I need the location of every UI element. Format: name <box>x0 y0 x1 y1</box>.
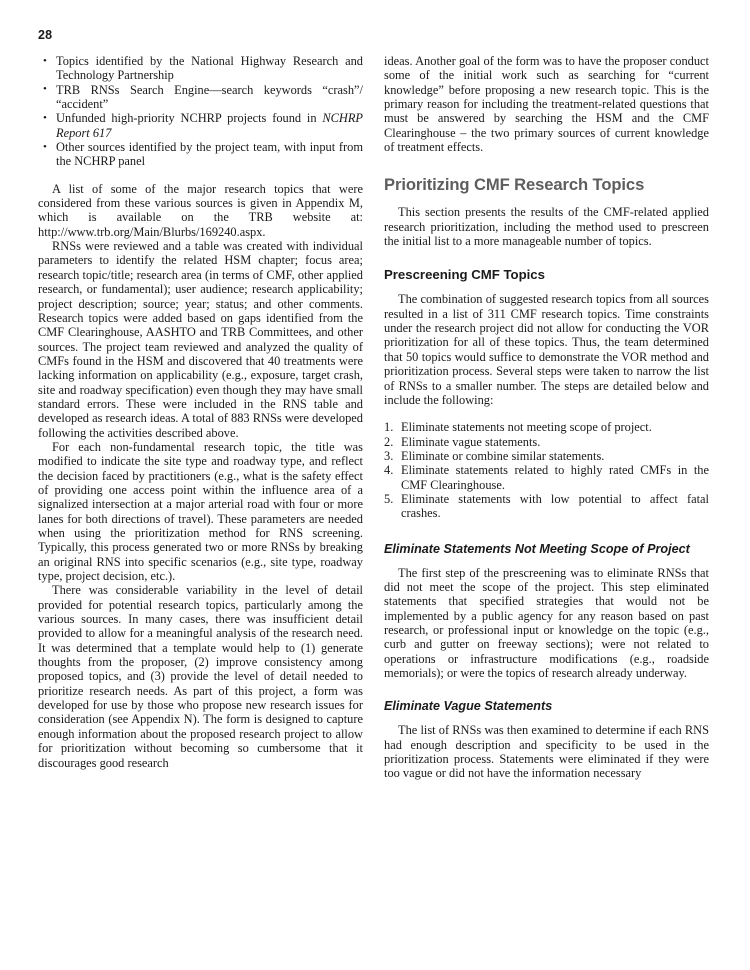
right-column <box>384 54 709 781</box>
spacer <box>384 714 709 723</box>
paragraph-continued-ideas: ideas. Another goal of the form was to have the proposer conduct some of the initial work such as searching for “current knowledge” before proposing a new research topic. This is the primary reason for including the treatment-related questions that must be answered by searching the HSM and the CMF Clearinghouse – the two primary sources of current knowledge of treatment effects. <box>384 54 709 155</box>
paragraph-rns-review: RNSs were reviewed and a table was created with individual parameters to identify the related HSM chapter; focus area; research topic/title; research area (in terms of CMF, other applied research, or fundamental); user audience; research applicability; project description; source; year; status; and other comments. Research topics were added based on gaps identified from the CMF Clearinghouse, AASHTO and TRB Committees, and other sources. The project team reviewed and analyzed the quality of CMFs found in the HSM and discovered that 40 treatments were lacking information on applicability (e.g., exposure, target crash, site and roadway specification) even though they may have small standard errors. These were included in the RNS table and developed as research ideas. A total of 883 RNSs were developed following the activities described above. <box>38 239 363 440</box>
list-item <box>384 420 709 434</box>
subheading-eliminate-vague-statements: Eliminate Vague Statements <box>384 699 553 714</box>
bullet-text-italic: NCHRP Report 617 <box>56 111 363 140</box>
paragraph-variability: There was considerable variability in the level of detail provided for potential research topics, particularly among the various sources. In many cases, there was insufficient detail provided to allow for a meaningful analysis of the research need. It was determined that a template would help to (1) generate thoughts from the proposer, (2) improve consistency among proposed topics, and (3) provide the level of detail needed to prioritize research needs. As part of this project, a form was developed for use by those who propose new research issues for consideration (see Appendix N). The form is designed to capture enough information about the proposed research project to allow for prioritization without becoming so cumbersome that it discourages good research <box>38 583 363 770</box>
step-text: Eliminate statements not meeting scope of project. <box>401 420 652 435</box>
spacer <box>384 248 709 267</box>
step-text: Eliminate vague statements. <box>401 434 541 449</box>
subheading-prescreening-cmf-topics: Prescreening CMF Topics <box>384 267 545 283</box>
list-item <box>384 449 709 463</box>
step-text: Eliminate statements with low potential to affect fatal crashes. <box>401 491 709 521</box>
list-item <box>384 435 709 449</box>
bullet-text: Other sources identified by the project team, with input from the NCHRP panel <box>56 140 363 169</box>
subheading-eliminate-not-meeting-scope: Eliminate Statements Not Meeting Scope of Project <box>384 541 690 556</box>
list-item <box>38 111 363 140</box>
paragraph-scope-elimination: The first step of the prescreening was to eliminate RNSs that did not meet the scope of the project. This step eliminated statements that specified strategies that would not be implemented by a public agency for any reason based on past research, or professional input or knowledge on the topic (e.g., curb and gutter on freeway sections); were not related to operations or infrastructure modifications (e.g., roadside memorials); or were the topics of research already underway. <box>384 565 709 680</box>
list-item <box>384 463 709 492</box>
section-heading-prioritizing: Prioritizing CMF Research Topics <box>384 175 645 195</box>
step-text: Eliminate or combine similar statements. <box>401 448 605 463</box>
paragraph-prescreening: The combination of suggested research topics from all sources resulted in a list of 311 CMF research topics. Time constraints under the research project did not allow for conducting the VOR prioritization for all of these topics. Thus, the team determined that 50 topics would suffice to demonstrate the VOR method and prioritization process. Several steps were taken to narrow the list of RNSs to a smaller number. The steps are detailed below and include the following: <box>384 292 709 407</box>
paragraph-vague-statements: The list of RNSs was then examined to determine if each RNS had enough description and specificity to be used in the prioritization process. Statements were eliminated if they were too vague or did not have the information necessary <box>384 723 709 781</box>
spacer <box>384 194 709 205</box>
paragraph-section-intro: This section presents the results of the CMF-related applied research prioritization, including the method used to prescreen the initial list to a more manageable number of topics. <box>384 205 709 249</box>
list-item <box>38 83 363 112</box>
spacer <box>38 169 363 182</box>
list-item <box>38 54 363 83</box>
spacer <box>384 680 709 699</box>
source-bullet-list <box>38 54 363 169</box>
spacer <box>384 154 709 175</box>
step-text: Eliminate statements related to highly rated CMFs in the CMF Clearinghouse. <box>401 463 709 492</box>
list-item <box>38 140 363 169</box>
spacer <box>384 557 709 566</box>
left-column <box>38 54 363 770</box>
bullet-text: TRB RNSs Search Engine—search keywords “crash”/ “accident” <box>56 82 363 112</box>
bullet-text: Unfunded high-priority NCHRP projects found in <box>56 111 323 126</box>
bullet-text: Topics identified by the National Highway Research and Technology Partnership <box>56 54 363 83</box>
spacer <box>384 407 709 420</box>
paragraph-non-fundamental: For each non-fundamental research topic, the title was modified to indicate the site type and roadway type, and reflect the decision faced by practitioners (e.g., what is the safety effect of providing one access point within the influence area of a signalized intersection at a major arterial road with four or more lanes for both directions of travel). These parameters are needed when using the prioritization method for RNS screening. Typically, this process generated two or more RNSs by breaking an original RNS into specific scenarios (e.g., site type, roadway type, project decision, etc.). <box>38 439 363 584</box>
spacer <box>384 521 709 542</box>
paragraph-appendix-m: A list of some of the major research topics that were considered from these various sources is given in Appendix M, which is available on the TRB website at: http://www.trb.org/Main/Blurbs/169240.aspx. <box>38 181 363 239</box>
spacer <box>384 283 709 292</box>
list-item <box>384 492 709 521</box>
page-number: 28 <box>38 28 53 42</box>
prescreening-steps-list <box>384 420 709 520</box>
